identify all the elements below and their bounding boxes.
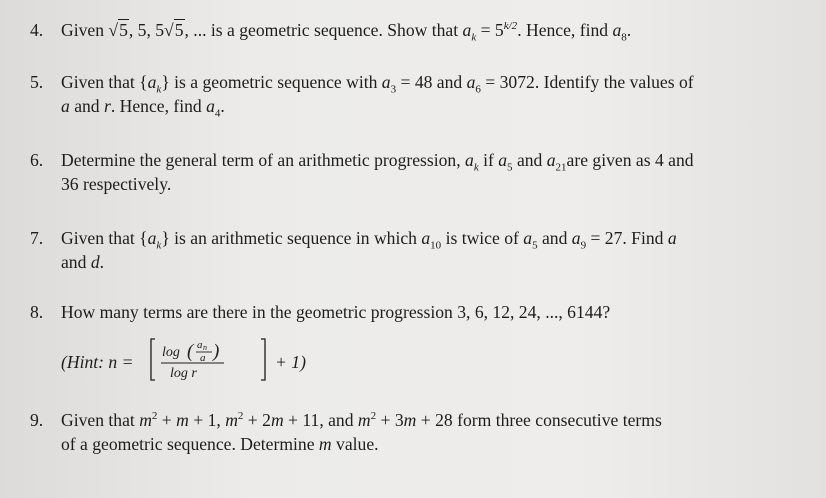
problem-number: 4. — [30, 20, 44, 40]
problem-text: How many terms are there in the geometric progression 3, 6, 12, 24, ..., 6144? (Hint: n = log ( a n a ) log r + 1) — [61, 300, 800, 386]
problem-text: Given that $m^2 + m + 1$, $m^2 + 2m + 11$, and $m^2 + 3m + 28$ form three consecutive terms of a geometric sequence. Determine m value. — [61, 410, 662, 454]
problem-8 — [30, 300, 800, 386]
problem-5 — [30, 70, 800, 118]
problem-7 — [30, 226, 800, 274]
problem-number: 5. — [30, 72, 44, 92]
hint-frac-top-sub: n — [203, 343, 207, 352]
svg-text:(: ( — [187, 341, 194, 362]
problem-9 — [30, 408, 800, 456]
hint-frac-top: a — [197, 339, 203, 351]
problem-number: 9. — [30, 410, 44, 430]
hint-denominator: log r — [170, 366, 197, 381]
problem-text: Given that $\{a_k\}$ is an arithmetic sequence in which $a_{10}$ is twice of $a_5$ and $a_9 = 27$. Find a and d. — [61, 228, 677, 272]
problem-number: 8. — [30, 302, 44, 322]
sqrt-5: √5 — [164, 20, 184, 40]
problem-4 — [30, 18, 800, 42]
problem-text: Given that $\{a_k\}$ is a geometric sequence with $a_3 = 48$ and $a_6 = 3072$. Identify the values of a and r. Hence, find $a_4$. — [61, 72, 694, 120]
problem-number: 7. — [30, 228, 44, 248]
sqrt-5: √5 — [108, 20, 128, 40]
hint-formula: (Hint: n = log ( a n a ) log r + 1) — [61, 334, 800, 386]
svg-text:): ) — [213, 341, 220, 362]
ceiling-fraction — [148, 336, 268, 382]
hint-frac-bottom: a — [200, 352, 206, 364]
problem-number: 6. — [30, 150, 44, 170]
problem-text: Determine the general term of an arithmetic progression, $a_k$ if $a_5$ and $a_{21}are$ given as 4 and 36 respectively. — [61, 150, 694, 194]
hint-log-label: log — [162, 345, 180, 360]
problem-6 — [30, 148, 800, 196]
exponent: k/2 — [503, 20, 518, 33]
problem-text: Given √5, 5, 5√5, ... is a geometric sequence. Show that $a_k = 5^{k/2}$. Hence, find $a_8$. — [61, 20, 632, 44]
